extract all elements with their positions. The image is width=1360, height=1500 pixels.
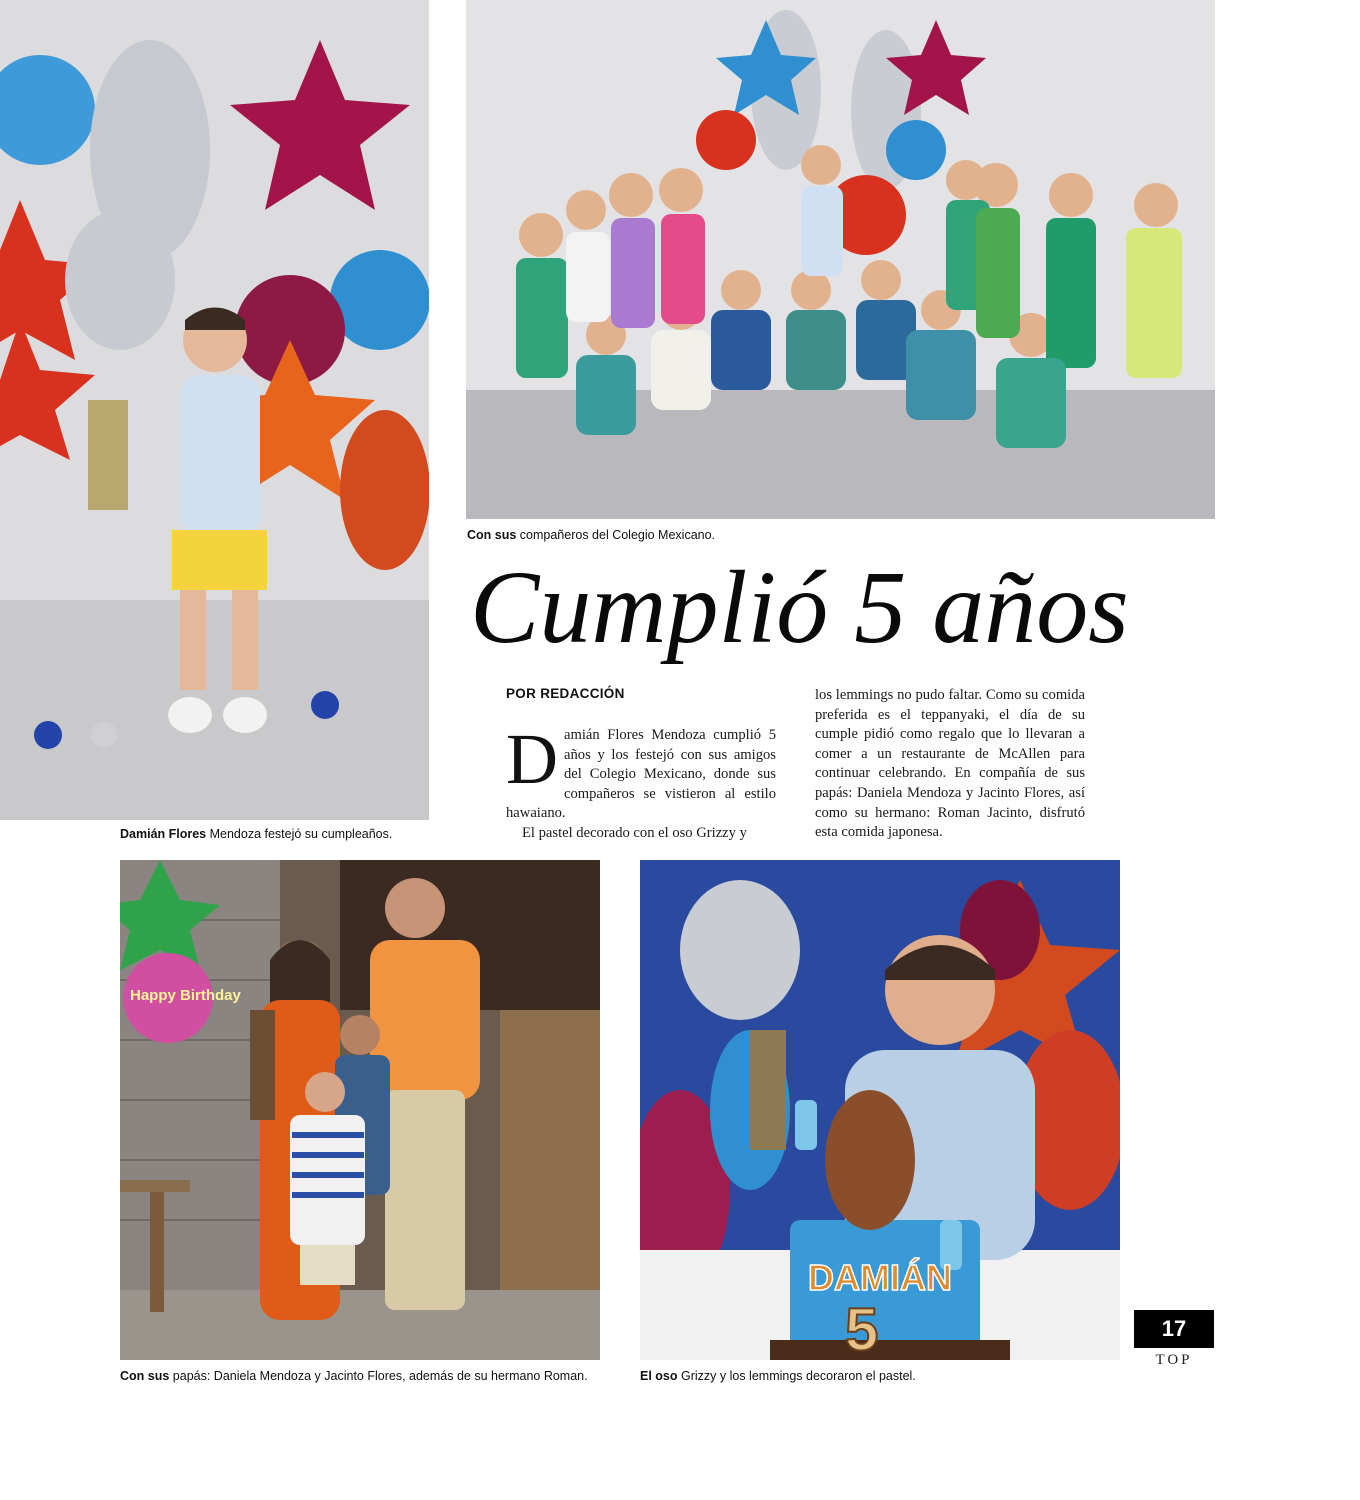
drop-cap: D <box>506 719 558 799</box>
article-byline: POR REDACCIÓN <box>506 686 625 701</box>
article-column-1 <box>506 719 776 844</box>
caption-photo4-lead: El oso <box>640 1369 678 1383</box>
caption-photo2-lead: Con sus <box>467 528 517 542</box>
article-paragraph-3: los lemmings no pudo faltar. Como su comida preferida es el teppanyaki, el día de su cumple pidió como regalo que lo llevaran a comer a un restaurante de McAllen para continuar celebrando. En compañía de sus papás: Daniela Mendoza y Jacinto Flores, así como su hermano: Roman Jacinto, disfrutó esta comida japonesa. <box>815 687 1085 841</box>
cake-name-text: DAMIÁN <box>808 1257 952 1298</box>
cake-number-text: 5 <box>845 1296 879 1360</box>
caption-photo4 <box>640 1368 916 1384</box>
article-column-2 <box>815 686 1085 843</box>
caption-photo3-text: papás: Daniela Mendoza y Jacinto Flores, además de su hermano Roman. <box>169 1369 588 1383</box>
article-paragraph-1-text: amián Flores Mendoza cumplió 5 años y los festejó con sus amigos del Colegio Mexicano, donde sus compañeros se vistieron al estilo hawaiano. <box>506 727 776 822</box>
caption-photo1 <box>120 826 392 842</box>
caption-photo4-text: Grizzy y los lemmings decoraron el pastel. <box>677 1369 916 1383</box>
happy-birthday-balloon-text: Happy Birthday <box>130 987 241 1004</box>
caption-photo1-lead: Damián Flores <box>120 827 207 841</box>
photo-family-restaurant <box>120 860 600 1360</box>
article-paragraph-2: El pastel decorado con el oso Grizzy y <box>522 824 747 841</box>
caption-photo1-text: Mendoza festejó su cumpleaños. <box>206 827 393 841</box>
caption-photo3 <box>120 1368 588 1384</box>
article-paragraph-1 <box>506 719 776 824</box>
caption-photo2-text: compañeros del Colegio Mexicano. <box>516 528 716 542</box>
page-number: 17 <box>1134 1310 1214 1348</box>
article-headline: Cumplió 5 años <box>470 550 1129 665</box>
caption-photo3-lead: Con sus <box>120 1369 170 1383</box>
photo-birthday-boy-balloons <box>0 0 429 820</box>
photo-classmates-group <box>466 0 1215 519</box>
caption-photo2 <box>467 527 715 543</box>
section-name: TOP <box>1155 1352 1193 1368</box>
photo-boy-with-cake <box>640 860 1120 1360</box>
